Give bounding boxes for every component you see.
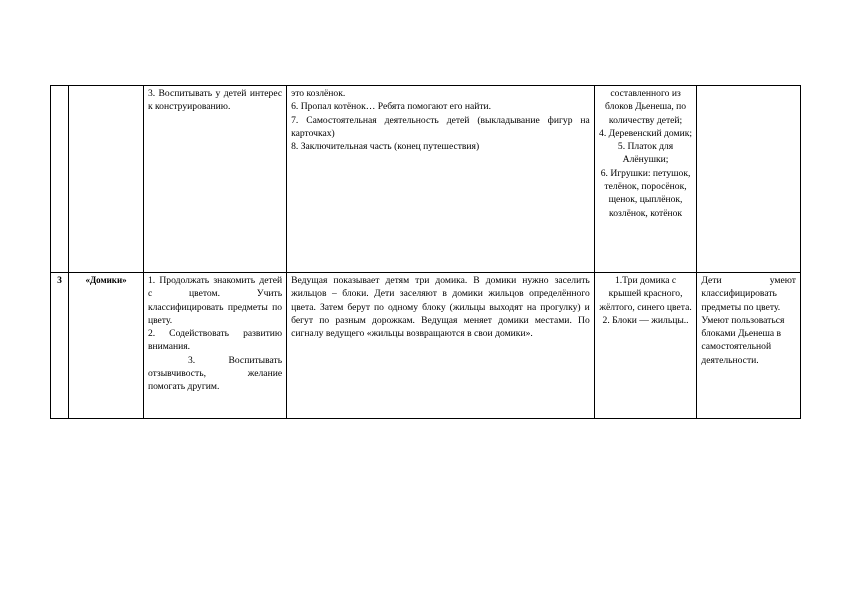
result-item: Умеют пользоваться блоками Дьенеша в самостоятельной деятельности. <box>701 314 785 366</box>
material-item: 2. Блоки — жильцы.. <box>602 314 689 326</box>
content-item: 8. Заключительная часть (конец путешествия) <box>291 141 480 153</box>
goal-item: 2. Содействовать развитию внимания. <box>147 328 283 353</box>
cell-number <box>51 86 69 273</box>
cell-number <box>51 273 69 419</box>
content-item: 7. Самостоятельная деятельность детей (выкладывание фигур на карточках) <box>291 114 590 139</box>
material-item: 4. Деревенский домик; <box>599 127 693 139</box>
goal-item: 1. Продолжать знакомить детей с цветом. Учить классифицировать предметы по цвету. <box>147 275 283 326</box>
table-row <box>51 86 801 273</box>
content-item: 6. Пропал котёнок… Ребята помогают его найти. <box>291 101 492 113</box>
goal-item: 3. Воспитывать отзывчивость, желание помогать другим. <box>147 354 283 393</box>
cell-title <box>69 86 144 273</box>
row-title: «Домики» <box>85 275 127 285</box>
content-item: это козлёнок. <box>291 88 346 99</box>
cell-materials <box>594 273 697 419</box>
cell-goals <box>143 273 286 419</box>
material-item: 5. Платок для Алёнушки; <box>617 141 674 166</box>
material-item: 1.Три домика с крышей красного, жёлтого, синего цвета. <box>599 275 692 313</box>
cell-title <box>69 273 144 419</box>
cell-goals <box>143 86 286 273</box>
result-item: Дети умеют классифицировать предметы по цвету. <box>701 275 796 313</box>
row-number: 3 <box>57 275 62 286</box>
material-item: составленного из блоков Дьенеша, по количеству детей; <box>605 88 687 126</box>
cell-results <box>697 273 801 419</box>
material-item: 6. Игрушки: петушок, телёнок, поросёнок, щенок, цыплёнок, козлёнок, котёнок <box>600 167 691 219</box>
cell-content <box>287 273 595 419</box>
content-item: Ведущая показывает детям три домика. В домики нужно заселить жильцов – блоки. Дети заселяют в домики жильцов определённого цвета. Затем берут по одному блоку (жильцы выходят на прогулку) и бегут по разным дорожкам. Ведущая меняет домики местами. По сигналу ведущего «жильцы возвращаются в свои домики». <box>291 275 590 340</box>
cell-content <box>287 86 595 273</box>
cell-results <box>697 86 801 273</box>
lesson-plan-table <box>50 85 801 419</box>
table-row <box>51 273 801 419</box>
cell-materials <box>594 86 697 273</box>
goal-item: 3. Воспитывать у детей интерес к конструированию. <box>147 88 283 113</box>
